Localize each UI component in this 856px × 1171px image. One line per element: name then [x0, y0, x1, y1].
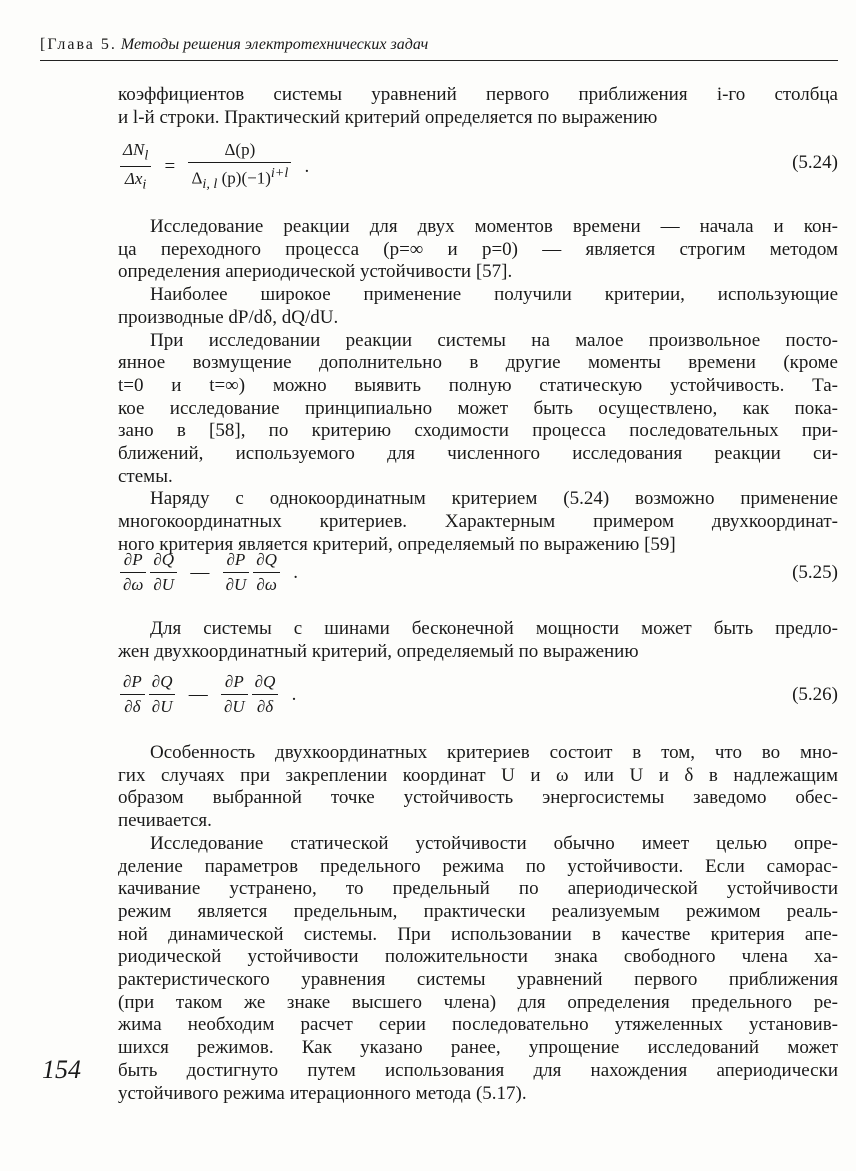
header-rule — [40, 60, 838, 61]
text-line: Для системы с шинами бесконечной мощности может быть предло- — [150, 618, 838, 639]
paragraph-group-2 — [118, 742, 838, 1105]
equation-number: (5.24) — [792, 152, 838, 173]
text-line: жен двухкоординатный критерий, определяемый по выражению — [118, 640, 639, 662]
text-line: ной динамической системы. При использовании в качестве критерия апе- — [118, 923, 838, 945]
running-header — [40, 36, 838, 54]
text-line: жима необходим расчет серии последовательно утяжеленных установив- — [118, 1014, 838, 1036]
text-line: гих случаях при закреплении координат U и ω или U и δ в надлежащим — [118, 764, 838, 786]
text-line: образом выбранной точке устойчивость энергосистемы заведомо обес- — [118, 787, 838, 809]
text-line: быть достигнуто путем использования для нахождения апериодически — [118, 1059, 838, 1081]
paragraph-6 — [118, 618, 838, 663]
text-line: Наряду с однокоординатным критерием (5.24) возможно применение — [150, 488, 838, 510]
chapter-label: [Глава 5. — [40, 36, 117, 53]
text-line: стемы. — [118, 465, 173, 487]
text-line: t=0 и t=∞) можно выявить полную статическую устойчивость. Та- — [118, 374, 838, 396]
text-line: деление параметров предельного режима по устойчивости. Если саморас- — [118, 855, 838, 877]
text-line: Особенность двухкоординатных критериев состоит в том, что во мно- — [150, 742, 838, 763]
text-line: ца переходного процесса (p=∞ и p=0) — является строгим методом — [118, 238, 838, 260]
text-line: определения апериодической устойчивости [57]. — [118, 261, 513, 283]
text-line: Наиболее широкое применение получили критерии, использующие — [150, 284, 838, 306]
text-line: качивание устранено, то предельный по апериодической устойчивости — [118, 878, 838, 900]
chapter-title: Методы решения электротехнических задач — [120, 36, 429, 53]
text-line: шихся режимов. Как указано ранее, упрощение исследований может — [118, 1037, 838, 1059]
text-line: режим является предельным, практически реализуемым режимом реаль- — [118, 900, 838, 922]
equals-sign: = — [164, 155, 176, 177]
equation-number: (5.25) — [792, 562, 838, 583]
text-line: производные dP/dδ, dQ/dU. — [118, 306, 339, 328]
text-line: Исследование статической устойчивости обычно имеет целью опре- — [150, 832, 838, 854]
text-line: печивается. — [118, 810, 212, 832]
text-line: При исследовании реакции системы на малое произвольное посто- — [150, 329, 838, 351]
equation-5-25: $\frac{\partial P}{\partial\omega}$ $\frac{\partial Q}{\partial U}$ — $\frac{\partial P}{\partial U}$ $\frac{\partial Q}{\partial\omega}$ . (5.25) — [118, 550, 838, 600]
paragraph-1 — [118, 84, 838, 129]
text-line: кое исследование принципиально может быть осуществлено, как пока- — [118, 397, 838, 419]
text-line: рактеристического уравнения системы уравнений первого приближения — [118, 969, 838, 991]
equation-5-24: $\frac{\Delta N_l}{\Delta x_i}$ = $\frac{\Delta(p)}{\Delta_{i, l} (p)(-1)^{i+l}}$ . (5.24) — [118, 140, 838, 190]
fraction: $\frac{\Delta(p)}{\Delta_{i, l} (p)(-1)^{i+l}}$ — [188, 140, 291, 193]
text-line: Исследование реакции для двух моментов времени — начала и кон- — [150, 216, 838, 237]
fraction: $\frac{\Delta N_l}{\Delta x_i}$ — [120, 140, 151, 194]
paragraph-group-1 — [118, 216, 838, 557]
text-line: и l-й строки. Практический критерий определяется по выражению — [118, 106, 658, 128]
text-line: коэффициентов системы уравнений первого приближения i-го столбца — [118, 84, 838, 105]
text-line: зано в [58], по критерию сходимости процесса последовательных при- — [118, 420, 838, 442]
text-line: ближений, используемого для численного исследования реакции си- — [118, 443, 838, 465]
text-line: риодической устойчивости положительности знака свободного члена ха- — [118, 946, 838, 968]
text-line: многокоординатных критериев. Характерным примером двухкоординат- — [118, 511, 838, 533]
text-line: (при таком же знаке высшего члена) для определения предельного ре- — [118, 991, 838, 1013]
equation-number: (5.26) — [792, 684, 838, 705]
page-number: 154 — [42, 1055, 81, 1084]
text-line: ного критерия является критерий, определяемый по выражению [59] — [118, 533, 676, 555]
text-line: янное возмущение дополнительно в другие моменты времени (кроме — [118, 352, 838, 374]
equation-5-26: $\frac{\partial P}{\partial\delta}$ $\frac{\partial Q}{\partial U}$ — $\frac{\partial P}{\partial U}$ $\frac{\partial Q}{\partial\delta}$ . (5.26) — [118, 672, 838, 722]
text-line: устойчивого режима итерационного метода (5.17). — [118, 1082, 527, 1104]
